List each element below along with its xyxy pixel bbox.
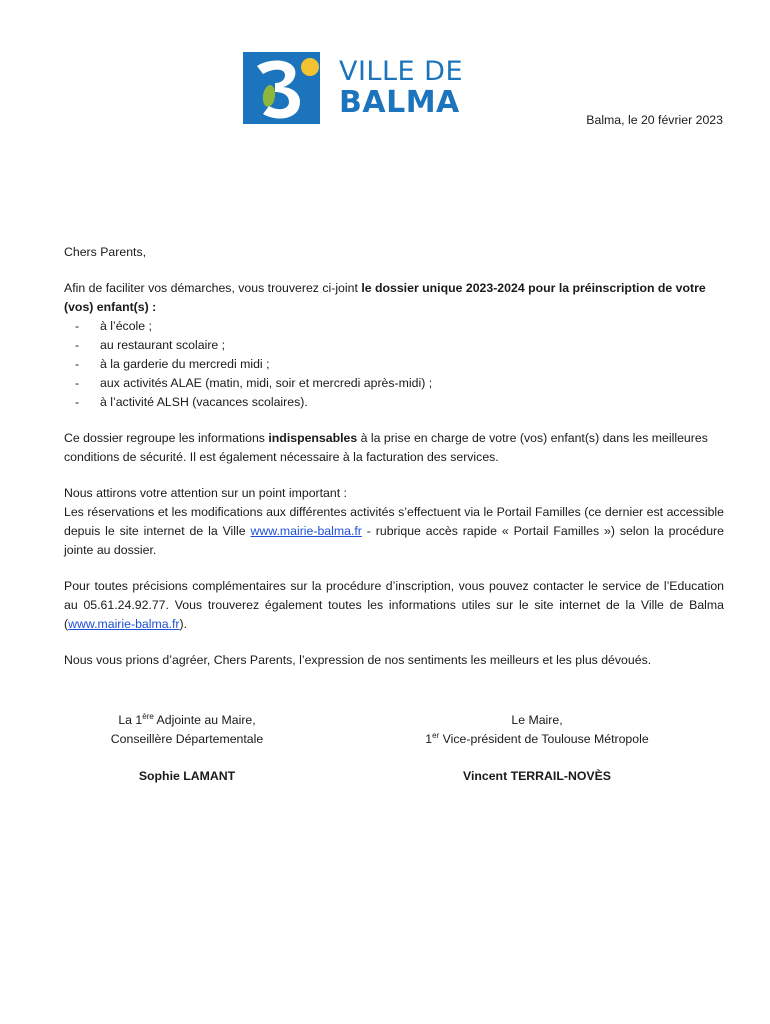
signature-right-name: Vincent TERRAIL-NOVÈS bbox=[462, 769, 612, 783]
logo-wordmark bbox=[339, 58, 463, 118]
list-item: - aux activités ALAE (matin, midi, soir et mercredi après-midi) ; bbox=[64, 374, 724, 393]
signature-left-name: Sophie LAMANT bbox=[138, 769, 236, 783]
signature-left-role: Conseillère Départementale bbox=[110, 732, 264, 746]
website-link[interactable]: www.mairie-balma.fr bbox=[68, 617, 180, 631]
contact-paragraph bbox=[64, 577, 724, 634]
letter-date: Balma, le 20 février 2023 bbox=[586, 113, 723, 127]
portal-text-before: Les réservations et les modifications aux différentes activités s’effectuent via le Portail Familles (ce dernier est accessible depuis le site internet de la Ville bbox=[64, 505, 724, 538]
portal-text-after: - rubrique accès rapide « Portail Familles ») selon la procédure jointe au dossier. bbox=[64, 524, 724, 557]
signature-right bbox=[400, 711, 674, 786]
info-paragraph bbox=[64, 429, 724, 467]
signature-right-title: Le Maire, bbox=[511, 713, 563, 727]
info-text-before: Ce dossier regroupe les informations bbox=[64, 431, 269, 445]
city-logo bbox=[243, 52, 473, 126]
greeting: Chers Parents, bbox=[64, 245, 147, 259]
letter-body bbox=[64, 243, 724, 670]
info-bold: indispensables bbox=[268, 431, 358, 445]
intro-paragraph bbox=[64, 279, 724, 317]
info-text-after: à la prise en charge de votre (vos) enfant(s) dans les meilleures conditions de sécurité. Il est également nécessaire à la facturation des services. bbox=[64, 431, 708, 464]
signature-left-title bbox=[64, 711, 310, 730]
logo-line-2: BALMA bbox=[339, 85, 460, 120]
role-text: Vice-président de Toulouse Métropole bbox=[439, 732, 649, 746]
title-text: La 1 bbox=[118, 713, 143, 727]
list-item: - à la garderie du mercredi midi ; bbox=[64, 355, 724, 374]
role-sup: er bbox=[432, 730, 440, 740]
balma-logo-icon bbox=[243, 52, 320, 124]
signature-right-role bbox=[400, 730, 674, 749]
intro-text: Afin de faciliter vos démarches, vous trouverez ci-joint bbox=[64, 281, 362, 295]
list-item: - à l’activité ALSH (vacances scolaires). bbox=[64, 393, 724, 412]
services-list bbox=[64, 317, 724, 412]
attention-line: Nous attirons votre attention sur un point important : bbox=[64, 486, 347, 500]
role-text: 1 bbox=[425, 732, 433, 746]
list-item: - à l’école ; bbox=[64, 317, 724, 336]
title-sup: ère bbox=[142, 711, 154, 721]
intro-bold: le dossier unique 2023-2024 pour la préinscription de votre (vos) enfant(s) : bbox=[64, 281, 706, 314]
closing-paragraph: Nous vous prions d’agréer, Chers Parents, l’expression de nos sentiments les meilleurs et les plus dévoués. bbox=[64, 653, 652, 667]
portal-paragraph bbox=[64, 503, 724, 560]
contact-text-before: Pour toutes précisions complémentaires sur la procédure d’inscription, vous pouvez contacter le service de l’Education au 05.61.24.92.77. Vous trouverez également toutes les informations utiles sur le site internet de la Ville de Balma ( bbox=[64, 579, 724, 631]
logo-line-1: VILLE DE bbox=[339, 56, 464, 87]
website-link[interactable]: www.mairie-balma.fr bbox=[250, 524, 362, 538]
title-text: Adjointe au Maire, bbox=[153, 713, 256, 727]
signature-left bbox=[64, 711, 310, 786]
list-item: - au restaurant scolaire ; bbox=[64, 336, 724, 355]
contact-text-after: ). bbox=[179, 617, 187, 631]
